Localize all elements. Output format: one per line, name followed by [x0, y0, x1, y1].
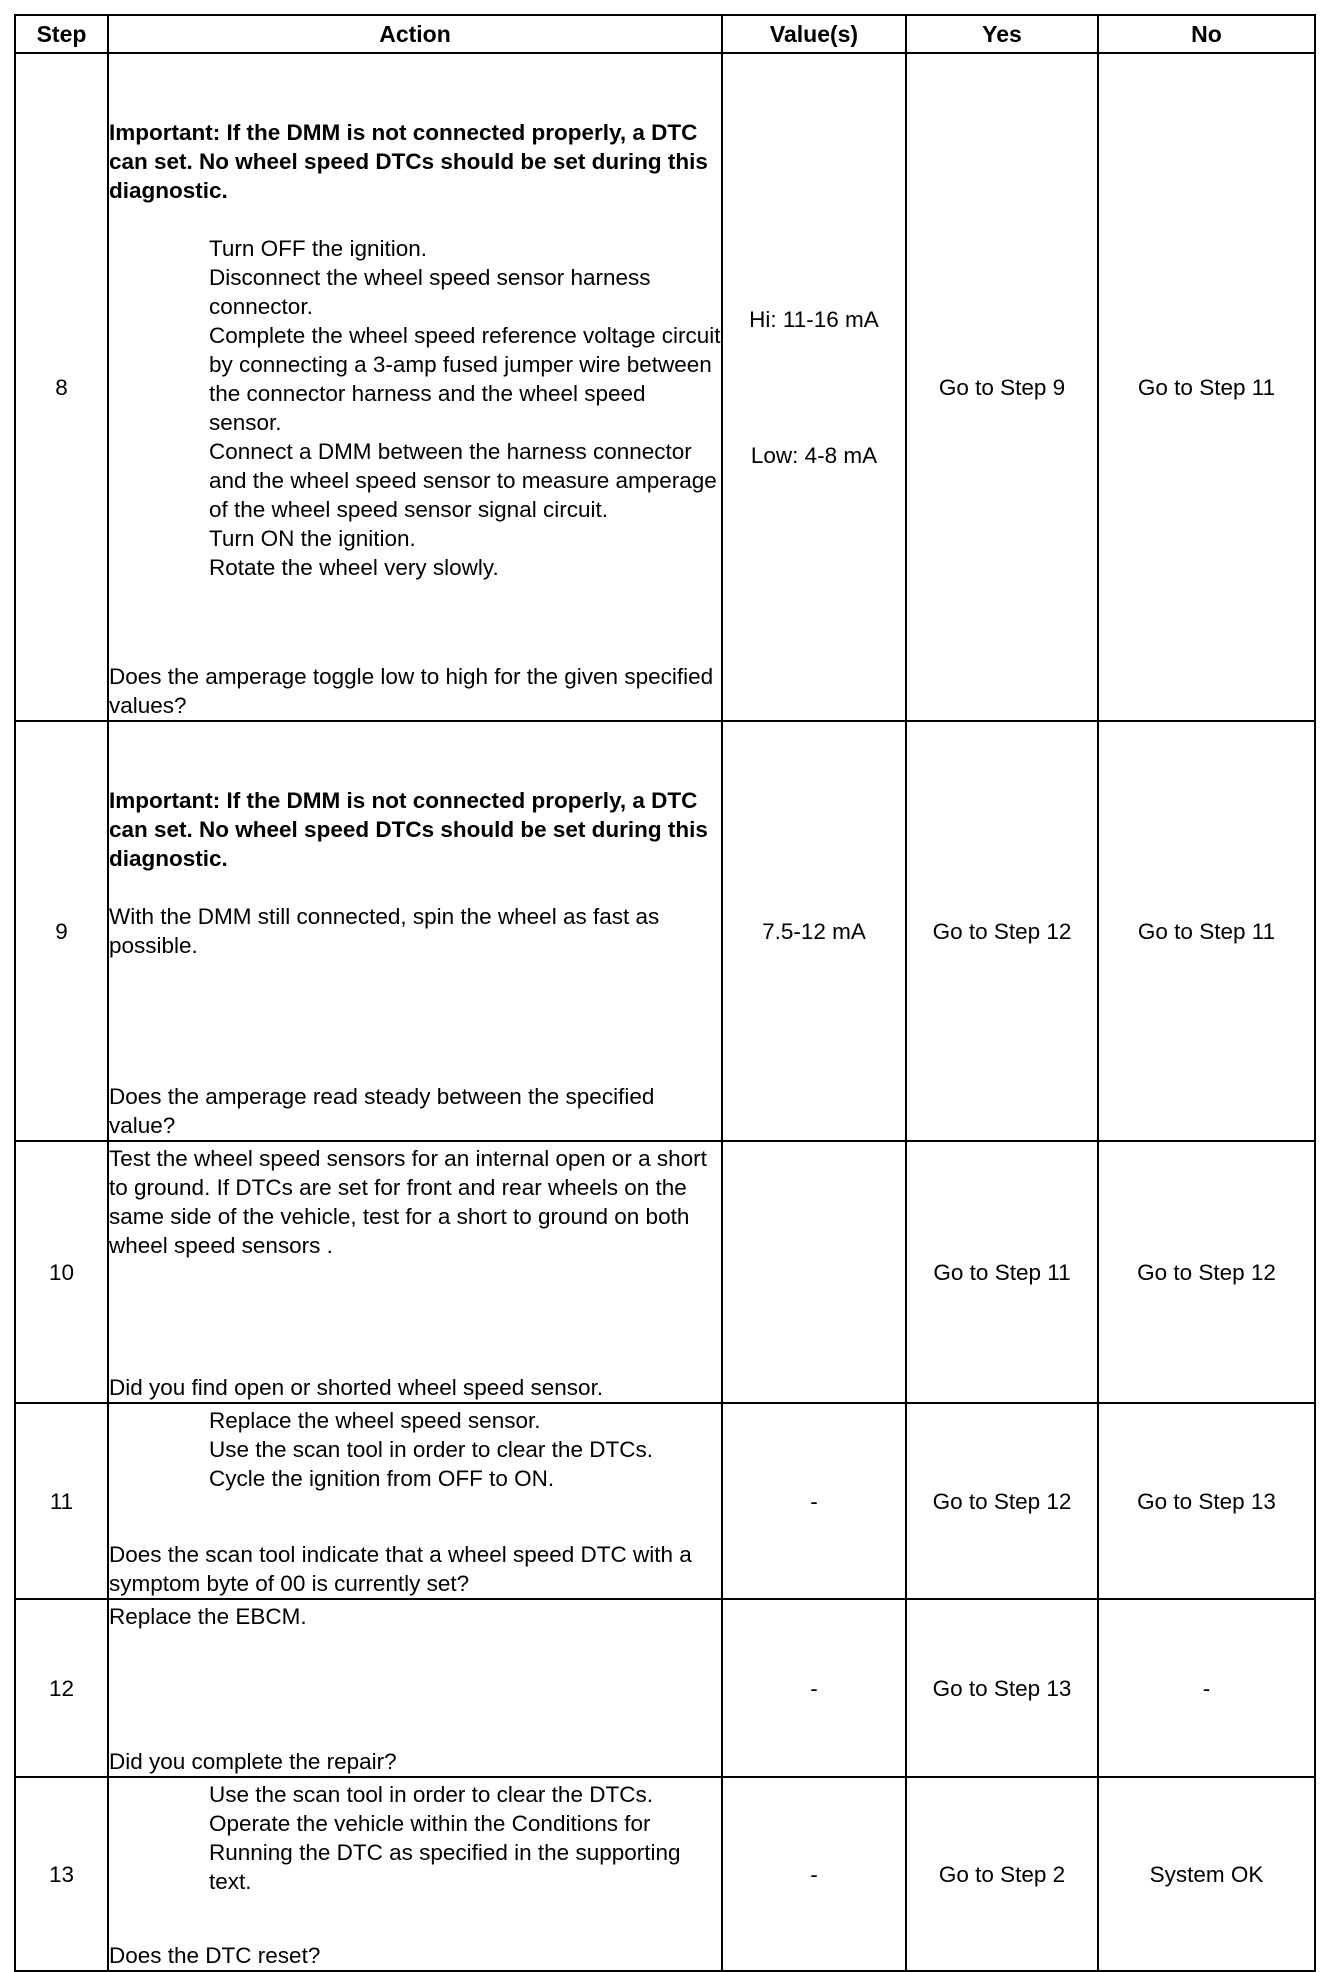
important-note: Important: If the DMM is not connected properly, a DTC can set. No wheel speed DTCs should be set during this diagnostic. — [109, 788, 708, 871]
action-step: Use the scan tool in order to clear the DTCs. — [209, 1437, 653, 1462]
yes-cell: Go to Step 13 — [906, 1599, 1098, 1777]
action-step: Turn ON the ignition. — [209, 526, 416, 551]
action-steps — [109, 1780, 721, 1896]
important-note: Important: If the DMM is not connected properly, a DTC can set. No wheel speed DTCs should be set during this diagnostic. — [109, 120, 708, 203]
no-cell: System OK — [1098, 1777, 1315, 1971]
action-step: Complete the wheel speed reference voltage circuit by connecting a 3-amp fused jumper wire between the connector harness and the wheel speed sensor. — [209, 323, 721, 435]
action-text: With the DMM still connected, spin the wheel as fast as possible. — [109, 904, 660, 958]
header-no: No — [1098, 15, 1315, 53]
no-cell: Go to Step 11 — [1098, 721, 1315, 1141]
header-action: Action — [108, 15, 722, 53]
action-cell — [108, 1141, 722, 1403]
values-cell: - — [722, 1777, 906, 1971]
action-step: Cycle the ignition from OFF to ON. — [209, 1466, 555, 1491]
no-cell: Go to Step 11 — [1098, 53, 1315, 721]
step-number: 8 — [15, 53, 108, 721]
header-values: Value(s) — [722, 15, 906, 53]
header-yes: Yes — [906, 15, 1098, 53]
question-text: Does the scan tool indicate that a wheel speed DTC with a symptom byte of 00 is currently set? — [109, 1542, 692, 1596]
action-step: Turn OFF the ignition. — [209, 236, 428, 261]
yes-cell: Go to Step 2 — [906, 1777, 1098, 1971]
value-high: Hi: 11-16 mA — [749, 306, 879, 332]
action-step: Connect a DMM between the harness connector and the wheel speed sensor to measure amperage of the wheel speed sensor signal circuit. — [209, 439, 717, 522]
values-cell — [722, 1141, 906, 1403]
table-row-step-8 — [15, 53, 1315, 721]
action-step: Operate the vehicle within the Conditions for Running the DTC as specified in the supporting text. — [209, 1811, 681, 1894]
table-row-step-12 — [15, 1599, 1315, 1777]
step-number: 13 — [15, 1777, 108, 1971]
yes-cell: Go to Step 11 — [906, 1141, 1098, 1403]
yes-cell: Go to Step 12 — [906, 721, 1098, 1141]
table-row-step-13 — [15, 1777, 1315, 1971]
step-number: 10 — [15, 1141, 108, 1403]
no-cell: Go to Step 12 — [1098, 1141, 1315, 1403]
question-text: Does the amperage read steady between the specified value? — [109, 1084, 655, 1138]
question-text: Did you find open or shorted wheel speed sensor. — [109, 1375, 604, 1400]
question-text: Did you complete the repair? — [109, 1749, 397, 1774]
header-row — [15, 15, 1315, 53]
yes-cell: Go to Step 12 — [906, 1403, 1098, 1599]
action-steps — [109, 1406, 721, 1493]
action-steps — [109, 234, 721, 582]
action-step: Use the scan tool in order to clear the DTCs. — [209, 1782, 653, 1807]
values-cell: 7.5-12 mA — [722, 721, 906, 1141]
question-text: Does the amperage toggle low to high for the given specified values? — [109, 664, 714, 718]
no-cell: Go to Step 13 — [1098, 1403, 1315, 1599]
table-row-step-11 — [15, 1403, 1315, 1599]
action-text: Test the wheel speed sensors for an internal open or a short to ground. If DTCs are set for front and rear wheels on the same side of the vehicle, test for a short to ground on both wheel speed sensors . — [109, 1146, 707, 1258]
action-cell — [108, 53, 722, 721]
action-text: Replace the EBCM. — [109, 1604, 307, 1629]
values-cell: - — [722, 1599, 906, 1777]
action-step: Rotate the wheel very slowly. — [209, 555, 499, 580]
table-row-step-9 — [15, 721, 1315, 1141]
diagnostic-table — [14, 14, 1316, 1972]
action-cell — [108, 1403, 722, 1599]
yes-cell: Go to Step 9 — [906, 53, 1098, 721]
values-cell — [722, 53, 906, 721]
action-cell — [108, 1599, 722, 1777]
value-low: Low: 4-8 mA — [750, 442, 878, 468]
step-number: 11 — [15, 1403, 108, 1599]
action-cell — [108, 721, 722, 1141]
no-cell: - — [1098, 1599, 1315, 1777]
step-number: 12 — [15, 1599, 108, 1777]
header-step: Step — [15, 15, 108, 53]
table-row-step-10 — [15, 1141, 1315, 1403]
action-cell — [108, 1777, 722, 1971]
question-text: Does the DTC reset? — [109, 1943, 321, 1968]
values-cell: - — [722, 1403, 906, 1599]
step-number: 9 — [15, 721, 108, 1141]
action-step: Disconnect the wheel speed sensor harness connector. — [209, 265, 651, 319]
action-step: Replace the wheel speed sensor. — [209, 1408, 541, 1433]
